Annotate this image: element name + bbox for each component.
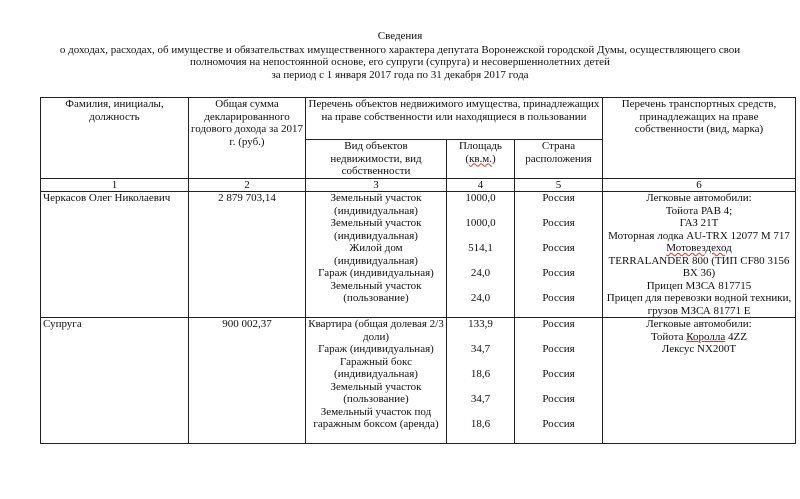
document-period: за период с 1 января 2017 года по 31 декабря 2017 года: [271, 68, 529, 81]
vehicle-line: Моторная лодка AU-TRX 12077 М 717: [608, 229, 790, 242]
column-number: 1: [41, 179, 189, 192]
vehicle-list: [603, 318, 796, 444]
area-prefix: Площадь (: [459, 140, 502, 165]
column-number-row: [41, 179, 796, 192]
property-types: [306, 192, 447, 318]
property-type: Гаражный бокс (индивидуальная): [334, 355, 418, 380]
document-subtitle-line: о доходах, расходах, об имуществе и обязательствах имущественного характера депутата Воронежской городской Думы, осуществляющего свои: [59, 43, 741, 56]
property-type: Жилой дом (индивидуальная): [334, 242, 418, 267]
vehicle-part: 4ZZ: [725, 330, 747, 343]
document-subtitle-line: полномочия на непостоянной основе, его супруги (супруга) и несовершеннолетних детей: [190, 56, 610, 68]
declared-income: 2 879 703,14: [189, 192, 306, 318]
person-name: Черкасов Олег Николаевич: [41, 192, 189, 318]
col-header-income: Общая сумма декларированного годового дохода за 2017 г. (руб.): [189, 98, 306, 179]
column-number: 5: [515, 179, 603, 192]
property-country: Россия: [542, 217, 575, 229]
declared-income: 900 002,37: [189, 318, 306, 444]
property-area: 34,7: [470, 393, 491, 405]
vehicle-line: [605, 331, 793, 344]
property-country: Россия: [542, 393, 575, 405]
property-area: 514,1: [468, 242, 493, 254]
property-areas: [447, 192, 515, 318]
property-country: Россия: [542, 242, 575, 254]
vehicle-part: Королла: [686, 330, 726, 343]
property-area: 24,0: [470, 267, 491, 279]
property-country: Россия: [542, 343, 575, 355]
table-header-row: [41, 98, 796, 140]
vehicle-line: Прицеп для перевозки водной техники, грузов МЗСА 81771 Е: [606, 292, 792, 317]
property-areas: [447, 318, 515, 444]
document-title: Сведения: [377, 30, 423, 42]
property-area: 18,6: [470, 368, 491, 380]
col-header-area: [447, 140, 515, 179]
property-type: Квартира (общая долевая 2/3 доли): [308, 318, 444, 343]
column-number: 3: [306, 179, 447, 192]
table-row: [41, 318, 796, 444]
column-number: 2: [189, 179, 306, 192]
property-countries: [515, 192, 603, 318]
property-area: 1000,0: [465, 217, 496, 229]
document-heading: [0, 30, 800, 81]
declaration-table: [40, 97, 796, 444]
col-header-name: Фамилия, инициалы, должность: [41, 98, 189, 179]
property-country: Россия: [542, 368, 575, 380]
area-suffix: ): [492, 152, 496, 165]
property-country: Россия: [542, 418, 575, 430]
property-country: Россия: [542, 292, 575, 304]
property-type: Земельный участок (индивидуальная): [330, 192, 422, 217]
property-type: Земельный участок (пользование): [330, 279, 422, 304]
property-area: 1000,0: [465, 192, 496, 204]
table-row: [41, 192, 796, 318]
vehicle-line: TERRALANDER 800 (ТИП CF80 3156 ВХ 36): [608, 254, 790, 279]
property-country: Россия: [542, 318, 575, 330]
col-header-realty-type: Вид объектов недвижимости, вид собственности: [306, 140, 447, 179]
property-type: Земельный участок под гаражным боксом (аренда): [313, 405, 439, 430]
property-country: Россия: [542, 192, 575, 204]
column-number: 4: [447, 179, 515, 192]
area-unit: кв.м.: [469, 152, 492, 165]
property-countries: [515, 318, 603, 444]
property-area: 24,0: [470, 292, 491, 304]
vehicle-line: Лексус NX200T: [661, 343, 737, 355]
property-type: Гараж (индивидуальная): [318, 343, 434, 355]
property-type: Гараж (индивидуальная): [318, 267, 434, 279]
property-country: Россия: [542, 267, 575, 279]
vehicle-line: Мотовездеход: [666, 242, 732, 254]
property-area: 133,9: [468, 318, 493, 330]
vehicle-line: Легковые автомобили:: [646, 192, 752, 204]
vehicle-list: [603, 192, 796, 318]
vehicle-line: ГАЗ 21Т: [679, 217, 719, 229]
property-area: 18,6: [470, 418, 491, 430]
property-type: Земельный участок (индивидуальная): [330, 217, 422, 242]
column-number: 6: [603, 179, 796, 192]
property-area: 34,7: [470, 343, 491, 355]
person-name: Супруга: [41, 318, 189, 444]
col-header-vehicles: Перечень транспортных средств, принадлежащих на праве собственности (вид, марка): [603, 98, 796, 179]
vehicle-part: Тойота: [651, 330, 687, 343]
vehicle-line: Тойота РАВ 4;: [665, 204, 733, 217]
property-types: [306, 318, 447, 444]
vehicle-line: Прицеп МЗСА 817715: [646, 279, 752, 292]
vehicle-line: Легковые автомобили:: [646, 318, 752, 330]
col-header-realty: Перечень объектов недвижимого имущества, принадлежащих на праве собственности или находящиеся в пользовании: [306, 98, 603, 140]
col-header-country: Страна расположения: [515, 140, 603, 179]
property-type: Земельный участок (пользование): [330, 380, 422, 405]
